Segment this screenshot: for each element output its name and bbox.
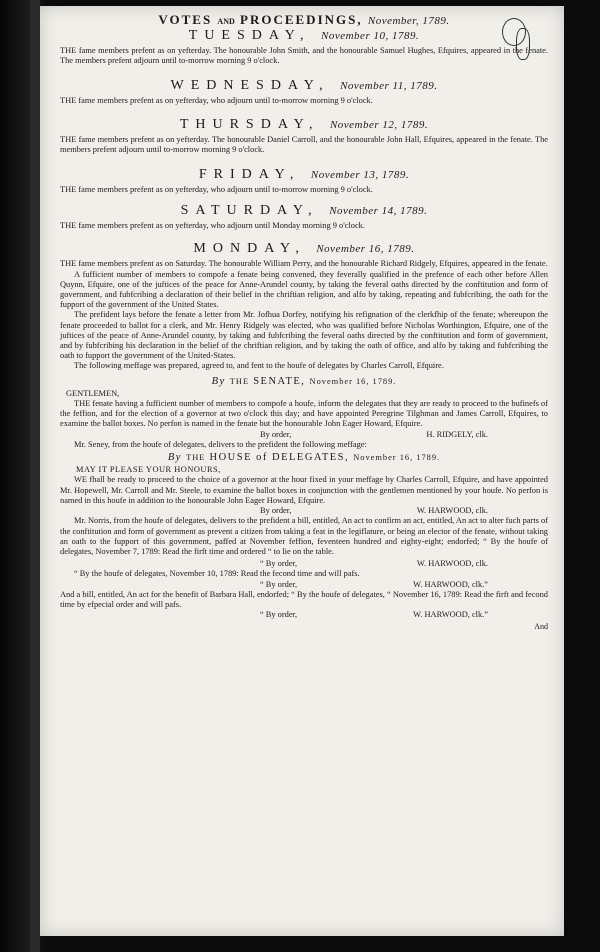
signature-by-order: By order, <box>260 429 292 439</box>
entry-paragraph: The prefident lays before the fenate a letter from Mr. Jofhua Dorfey, notifying his refignation of the clerkfhip of the fenate; whereupon the fenate proceeded to ballot for a clerk, and Mr. Henry Ridgely was elected, who was qualified before Nicholas Worthington, Efquire, one of the juftices of the peace of Anne-Arundel county, by taking and fubfcribing the feveral oaths directed by the conftitution and form of government, and by fubfcribing his declaration in the belief of the chriftian religion, and by taking the oath of office, and alfo by taking and fubfcribing the oath to fupport the government of the United-States. <box>60 310 548 361</box>
entry-paragraph: “ By the houfe of delegates, November 10, 1789: Read the fecond time and will pafs. <box>74 569 360 579</box>
scan-binding-strip <box>30 0 40 952</box>
message-heading-body: HOUSE of DELEGATES, <box>209 452 350 464</box>
signature-line <box>60 559 548 569</box>
day-date: November 12, 1789. <box>329 118 429 131</box>
signature-name: W. HARWOOD, clk. <box>416 506 488 516</box>
catchword: And <box>534 622 548 632</box>
signature-by-order: “ By order, <box>260 559 298 569</box>
document-text <box>60 12 548 633</box>
entry-paragraph: THE fame members prefent as on yefterday. The honourable Daniel Carroll, and the honourable John Hall, Efquires, appeared in the fenate. The members prefent adjourn until to-morrow morning 9 o'clock. <box>60 134 548 154</box>
message-heading-body: SENATE, <box>253 375 306 387</box>
day-name: SATURDAY, <box>180 203 319 219</box>
running-head-left: VOTES <box>158 12 213 27</box>
entry-paragraph: THE fame members prefent as on yefterday. The honourable John Smith, and the honourable Samuel Hughes, Efquires, appeared in the fenate. The members prefent adjourn until to-morrow morning 9 o'clock. <box>60 46 548 66</box>
message-heading-by: By <box>167 452 182 464</box>
signature-name: W. HARWOOD, clk.” <box>413 579 488 589</box>
message-paragraph: THE fenate having a fufficient number of members to compofe a houfe, inform the delegates that they are ready to proceed to the bufinefs of the feffion, and for the election of a governor at two o'clock this day; and have appointed Peregrine Tilghman and James Carroll, Efquires, to examine the ballot boxes. No perfon is named in the fenate but the honourable John Eager Howard, Efquire. <box>60 399 548 429</box>
message-heading-date: November 16, 1789. <box>309 376 397 386</box>
day-heading <box>60 78 548 94</box>
running-head-right: PROCEEDINGS, <box>240 12 363 27</box>
salutation: GENTLEMEN, <box>66 388 120 398</box>
signature-line <box>60 580 548 590</box>
day-heading <box>60 28 548 44</box>
signature-line <box>60 430 548 440</box>
message-heading-by: By <box>211 375 226 387</box>
message-heading <box>60 453 548 463</box>
salutation: MAY IT PLEASE YOUR HONOURS, <box>76 465 221 475</box>
day-date: November 13, 1789. <box>310 169 410 182</box>
day-name: WEDNESDAY, <box>170 78 330 94</box>
day-name: THURSDAY, <box>179 116 320 132</box>
signature-by-order: “ By order, <box>260 579 298 589</box>
entry-paragraph: The following meffage was prepared, agreed to, and fent to the houfe of delegates by Charles Carroll, Efquire. <box>74 361 444 371</box>
day-date: November 10, 1789. <box>321 30 420 42</box>
entry-paragraph: Mr. Seney, from the houfe of delegates, delivers to the prefident the following meffage: <box>74 439 367 449</box>
day-heading <box>60 167 548 183</box>
message-heading <box>60 377 548 387</box>
entry-paragraph: THE fame members prefent as on yefterday, who adjourn until to-morrow morning 9 o'clock. <box>60 185 373 195</box>
signature-name: H. RIDGELY, clk. <box>426 429 488 439</box>
signature-line <box>60 610 548 620</box>
entry-paragraph: THE fame members prefent as on yefterday, who adjourn until to-morrow morning 9 o'clock. <box>60 96 373 106</box>
entry-paragraph: And a bill, entitled, An act for the benefit of Barbara Hall, endorfed; “ By the houfe of delegates, “ November 16, 1789: Read the firft and fecond time by efpecial order and will pafs. <box>60 589 548 609</box>
message-heading-the: THE <box>229 376 250 386</box>
day-heading <box>60 241 548 257</box>
signature-name: W. HARWOOD, clk. <box>416 559 488 569</box>
day-heading <box>60 203 548 219</box>
message-heading-date: November 16, 1789. <box>353 453 441 463</box>
signature-by-order: “ By order, <box>260 610 298 620</box>
message-heading-the: THE <box>186 453 206 463</box>
day-date: November 16, 1789. <box>316 243 415 256</box>
signature-by-order: By order, <box>260 506 292 516</box>
signature-name: W. HARWOOD, clk.” <box>413 610 488 620</box>
day-date: November 14, 1789. <box>329 205 428 218</box>
day-name: MONDAY, <box>193 241 306 257</box>
entry-paragraph: THE fame members prefent as on Saturday. The honourable William Perry, and the honourable Richard Ridgely, Efquires, appeared in the fenate. <box>60 259 548 269</box>
day-date: November 11, 1789. <box>340 80 438 93</box>
running-head-month: November, 1789. <box>367 15 450 27</box>
entry-paragraph: A fufficient number of members to compofe a fenate being convened, they feverally qualified in the prefence of each other before Allen Quynn, Efquire, one of the juftices of the peace for Anne-Arundel county, by taking the feveral oaths directed by the conftitution and form of government, and fubfcribing a declaration of their belief in the chriftian religion, and alfo by taking, repeating and fubfcribing, the oath for the fupport of the government of the United States. <box>60 269 548 310</box>
entry-paragraph: THE fame members prefent as on yefterday, who adjourn until Monday morning 9 o'clock. <box>60 221 365 231</box>
day-heading <box>60 117 548 133</box>
entry-paragraph: Mr. Norris, from the houfe of delegates, delivers to the prefident a bill, entitled, An act to confirm an act, entitled, An act to alter fuch parts of the conftitution and form of government as prevent a citizen from taking a feat in the legiflature, or being an elector of the fenate, without taking an oath to the fupport of this government, paffed at November feffion, feventeen hundred and eighty-eight; endorfed; “ By the houfe of delegates, November 7, 1789: Read the firft time and ordered “ to lie on the table. <box>60 516 548 556</box>
day-name: FRIDAY, <box>198 167 301 183</box>
message-paragraph: WE fhall be ready to proceed to the choice of a governor at the hour fixed in your meffage by Charles Carroll, Efquire, and have appointed Mr. Hopewell, Mr. Carroll and Mr. Steele, to examine the ballot boxes in conjunction with the gentlemen mentioned by your houfe. No perfon is named in this houfe in addition to the honourable John Eager Howard, Efquire. <box>60 475 548 505</box>
running-head <box>60 12 548 27</box>
signature-line <box>60 506 548 516</box>
running-head-amp: AND <box>217 17 235 26</box>
day-name: TUESDAY, <box>188 28 311 43</box>
